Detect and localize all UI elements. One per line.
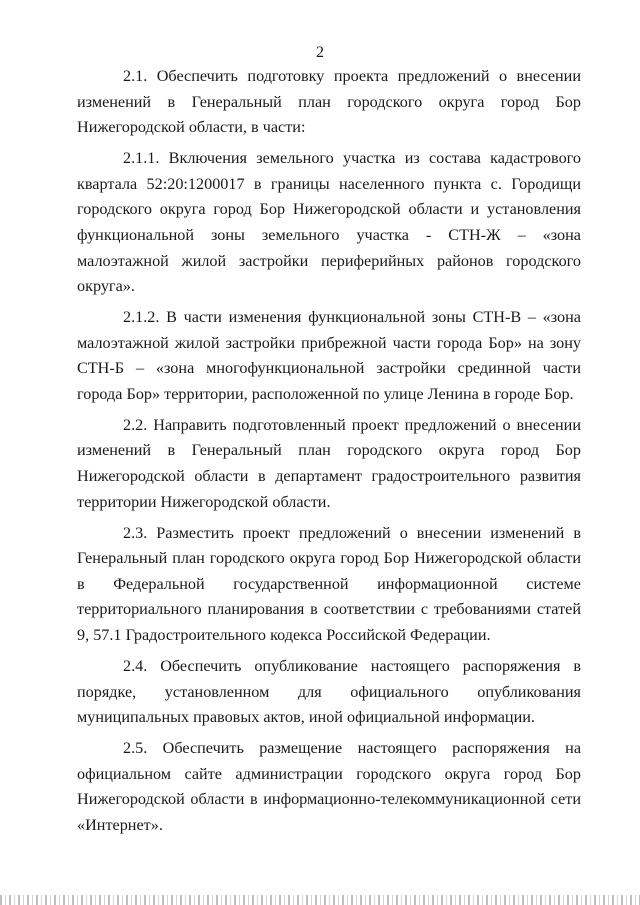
paragraph-2-1: 2.1. Обеспечить подготовку проекта предложений о внесении изменений в Генеральный план городского округа город Бор Нижегородской области, в части:	[77, 67, 581, 137]
paragraph-2-2: 2.2. Направить подготовленный проект предложений о внесении изменений в Генеральный план городского округа город Бор Нижегородской области в департамент градостроительного развития территории Нижегородской области.	[77, 415, 581, 511]
scan-edge-artifact	[0, 895, 640, 905]
paragraph-2-4: 2.4. Обеспечить опубликование настоящего распоряжения в порядке, установленном для официального опубликования муниципальных правовых актов, иной официальной информации.	[77, 657, 581, 727]
paragraph-2-1-1: 2.1.1. Включения земельного участка из состава кадастрового квартала 52:20:1200017 в границы населенного пункта с. Городищи городского округа город Бор Нижегородской области и установления функциональной зоны земельного участка - СТН-Ж – «зона малоэтажной жилой застройки периферийных районов городского округа».	[77, 149, 581, 296]
page-number: 2	[316, 44, 324, 61]
paragraph-2-3: 2.3. Разместить проект предложений о внесении изменений в Генеральный план городского округа город Бор Нижегородской области в Федеральной государственной информационной системе территориального планирования в соответствии с требованиями статей 9, 57.1 Градостроительного кодекса Российской Федерации.	[77, 523, 581, 645]
paragraph-2-5: 2.5. Обеспечить размещение настоящего распоряжения на официальном сайте администрации городского округа город Бор Нижегородской области в информационно-телекоммуникационной сети «Интернет».	[77, 739, 581, 834]
paragraph-2-1-2: 2.1.2. В части изменения функциональной зоны СТН-В – «зона малоэтажной жилой застройки прибрежной части города Бор» на зону СТН-Б – «зона многофункциональной застройки срединной части города Бор» территории, расположенной по улице Ленина в городе Бор.	[77, 308, 581, 403]
document-body	[77, 64, 581, 839]
